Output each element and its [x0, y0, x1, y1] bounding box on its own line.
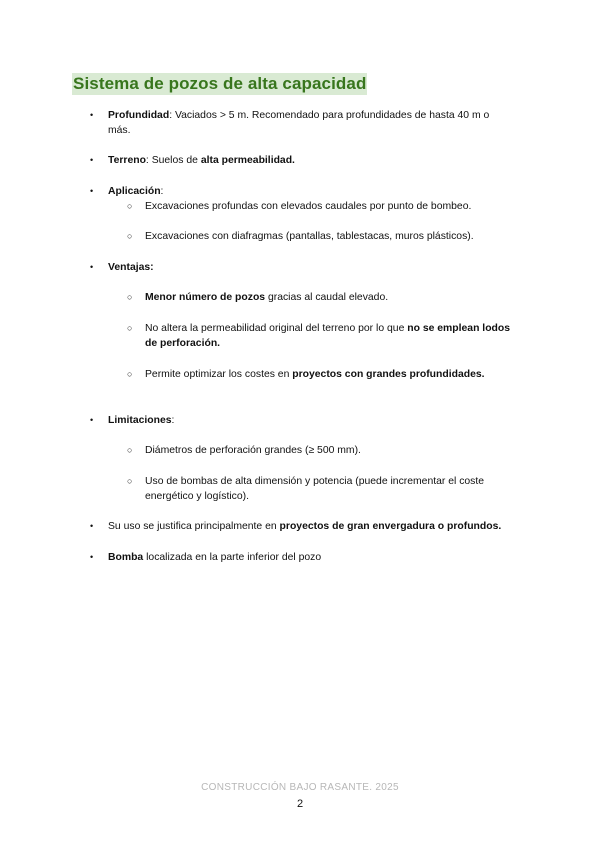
sub-item: Diámetros de perforación grandes (≥ 500 mm).: [145, 445, 361, 456]
sub-item-bold: de perforación.: [145, 338, 221, 349]
item-text: localizada en la parte inferior del pozo: [143, 552, 322, 563]
item-limitaciones: [108, 413, 174, 428]
bullet: •: [90, 262, 94, 272]
page-footer: CONSTRUCCIÓN BAJO RASANTE. 2025: [201, 782, 399, 793]
sub-bullet: ○: [127, 369, 133, 379]
item-label: Profundidad: [108, 110, 170, 121]
sub-bullet: ○: [127, 476, 133, 486]
sub-bullet: ○: [127, 231, 133, 241]
item-text: : Vaciados > 5 m. Recomendado para profundidades de hasta 40 m o: [169, 110, 490, 121]
item-text: : Suelos de: [145, 155, 201, 166]
item-text: :: [160, 186, 164, 197]
sub-item-bold: proyectos con grandes profundidades.: [292, 369, 485, 380]
item-ventajas: [108, 260, 154, 275]
item-label: Limitaciones: [108, 415, 172, 426]
item-text: Su uso se justifica principalmente en: [108, 521, 280, 532]
item-profundidad: [108, 108, 489, 123]
sub-item: Excavaciones con diafragmas (pantallas, tablestacas, muros plásticos).: [145, 231, 474, 242]
bullet: •: [90, 155, 94, 165]
sub-item-bold: no se emplean lodos: [407, 323, 511, 334]
sub-item-continuation: [145, 336, 220, 351]
sub-item: [145, 290, 388, 305]
sub-item-text: gracias al caudal elevado.: [265, 292, 389, 303]
item-bold-text: proyectos de gran envergadura o profundos.: [279, 521, 502, 532]
item-bold-text: alta permeabilidad.: [200, 155, 295, 166]
page-number: 2: [296, 798, 304, 810]
item-label: Terreno: [108, 155, 146, 166]
sub-bullet: ○: [127, 201, 133, 211]
sub-item-text: Permite optimizar los costes en: [145, 369, 293, 380]
bullet: •: [90, 552, 94, 562]
bullet: •: [90, 415, 94, 425]
item-label: Bomba: [108, 552, 144, 563]
bullet: •: [90, 521, 94, 531]
sub-item: [145, 367, 485, 382]
sub-item-text: No altera la permeabilidad original del terreno por lo que: [145, 323, 408, 334]
item-text: :: [171, 415, 175, 426]
sub-bullet: ○: [127, 323, 133, 333]
item-aplicacion: [108, 184, 163, 199]
item-label: Ventajas:: [108, 262, 154, 273]
sub-item: Uso de bombas de alta dimensión y potencia (puede incrementar el coste: [145, 476, 485, 487]
bullet: •: [90, 186, 94, 196]
item-text-continuation: más.: [108, 125, 131, 136]
item-terreno: [108, 153, 295, 168]
item-justifica: [108, 519, 501, 534]
sub-bullet: ○: [127, 445, 133, 455]
bullet: •: [90, 110, 94, 120]
item-label: Aplicación: [108, 186, 161, 197]
sub-bullet: ○: [127, 292, 133, 302]
section-heading: Sistema de pozos de alta capacidad: [73, 74, 367, 93]
item-bomba: [108, 550, 321, 565]
sub-item: [145, 321, 510, 336]
sub-item-continuation: energético y logístico).: [145, 491, 249, 502]
sub-item: Excavaciones profundas con elevados caudales por punto de bombeo.: [145, 201, 472, 212]
sub-item-bold: Menor número de pozos: [145, 292, 266, 303]
